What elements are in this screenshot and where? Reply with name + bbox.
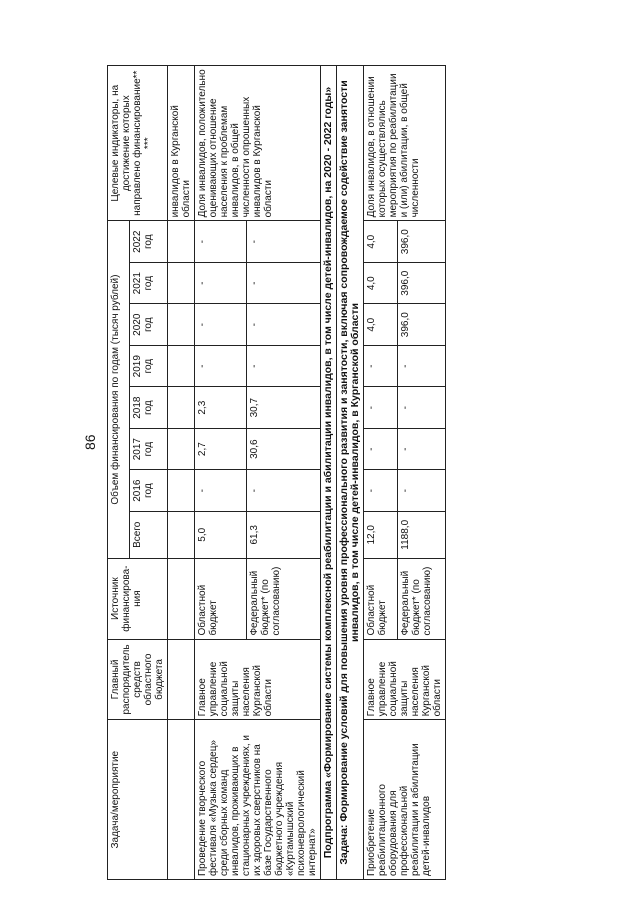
distributor-cell: Главное управление социальной защиты населения Курганской области xyxy=(195,639,321,720)
header-distributor: Главный распорядитель средств областного бюджета xyxy=(108,639,168,720)
value-cell: 30,7 xyxy=(247,387,321,428)
subprogram-title: Подпрограмма «Формирование системы комплексной реабилитации и абилитации инвалидов, в том числе детей-инвалидов, на 2020 - 2022 годы» xyxy=(321,66,337,880)
header-year-2022: 2022 год xyxy=(130,221,168,263)
value-cell: - xyxy=(195,304,247,345)
value-cell: 1188,0 xyxy=(398,511,446,558)
task-cell: Проведение творческого фестиваля «Музыка сердец» среди сборных команд инвалидов, проживающих в стационарных учреждениях, и их здоровых сверстников на базе Государственного бюджетного учреждения «Куртамышский психоневрологический интернат» xyxy=(195,720,321,880)
header-funding: Объем финансирования по годам (тысяч рублей) xyxy=(108,221,130,558)
value-cell: 2,3 xyxy=(195,387,247,428)
header-year-2017: 2017 год xyxy=(130,428,168,469)
rotated-page xyxy=(107,65,446,880)
table-row xyxy=(195,66,247,880)
value-cell: - xyxy=(247,304,321,345)
source-cell: Областной бюджет xyxy=(364,558,398,639)
value-cell: - xyxy=(195,345,247,386)
value-cell: - xyxy=(364,428,398,469)
value-cell: 396,0 xyxy=(398,304,446,345)
value-cell: - xyxy=(247,221,321,263)
value-cell: - xyxy=(247,470,321,511)
value-cell: - xyxy=(364,345,398,386)
value-cell: 396,0 xyxy=(398,262,446,303)
header-total: Всего xyxy=(130,511,168,558)
value-cell: - xyxy=(398,470,446,511)
value-cell: - xyxy=(398,428,446,469)
value-cell: - xyxy=(195,262,247,303)
value-cell: 2,7 xyxy=(195,428,247,469)
source-cell: Федеральный бюджет* (по согласованию) xyxy=(398,558,446,639)
header-year-2020: 2020 год xyxy=(130,304,168,345)
value-cell: - xyxy=(195,221,247,263)
value-cell: 396,0 xyxy=(398,221,446,263)
value-cell: - xyxy=(247,262,321,303)
source-cell: Федеральный бюджет* (по согласованию) xyxy=(247,558,321,639)
header-task: Задача/мероприятие xyxy=(108,720,168,880)
table-row xyxy=(168,66,195,880)
value-cell: - xyxy=(398,345,446,386)
value-cell: 61,3 xyxy=(247,511,321,558)
header-year-2018: 2018 год xyxy=(130,387,168,428)
value-cell: - xyxy=(364,387,398,428)
table-row xyxy=(364,66,398,880)
source-cell: Областной бюджет xyxy=(195,558,247,639)
task-title: Задача: Формирование условий для повышения уровня профессионального развития и занятости, включая сопровождаемое содействие занятости инвалидов, в том числе детей-инвалидов, в Курганской области xyxy=(337,66,364,880)
value-cell: - xyxy=(364,470,398,511)
value-cell: 4,0 xyxy=(364,262,398,303)
header-source: Источник финансирова-ния xyxy=(108,558,168,639)
financing-table xyxy=(107,65,446,880)
distributor-cell: Главное управление социальной защиты населения Курганской области xyxy=(364,639,446,720)
value-cell: 4,0 xyxy=(364,304,398,345)
indicator-cell: Доля инвалидов, в отношении которых осуществлялись мероприятия по реабилитации и (или) абилитации, в общей численности xyxy=(364,66,446,221)
value-cell: 4,0 xyxy=(364,221,398,263)
value-cell: 30,6 xyxy=(247,428,321,469)
value-cell: 5,0 xyxy=(195,511,247,558)
header-indicators: Целевые индикаторы, на достижение которых направлено финансирование** *** xyxy=(108,66,168,221)
value-cell: - xyxy=(398,387,446,428)
task-row xyxy=(337,66,364,880)
header-year-2019: 2019 год xyxy=(130,345,168,386)
value-cell: - xyxy=(247,345,321,386)
value-cell: - xyxy=(195,470,247,511)
header-year-2021: 2021 год xyxy=(130,262,168,303)
indicator-cell: Доля инвалидов, положительно оценивающих отношение населения к проблемам инвалидов, в общей численности опрошенных инвалидов в Курганской области xyxy=(195,66,321,221)
task-cell: Приобретение реабилитационного оборудования для профессиональной реабилитации и абилитации детей-инвалидов xyxy=(364,720,446,880)
value-cell: 12,0 xyxy=(364,511,398,558)
header-year-2016: 2016 год xyxy=(130,470,168,511)
subprogram-row xyxy=(321,66,337,880)
page-number: 86 xyxy=(82,434,98,450)
indicator-cell: инвалидов в Курганской области xyxy=(168,66,195,221)
